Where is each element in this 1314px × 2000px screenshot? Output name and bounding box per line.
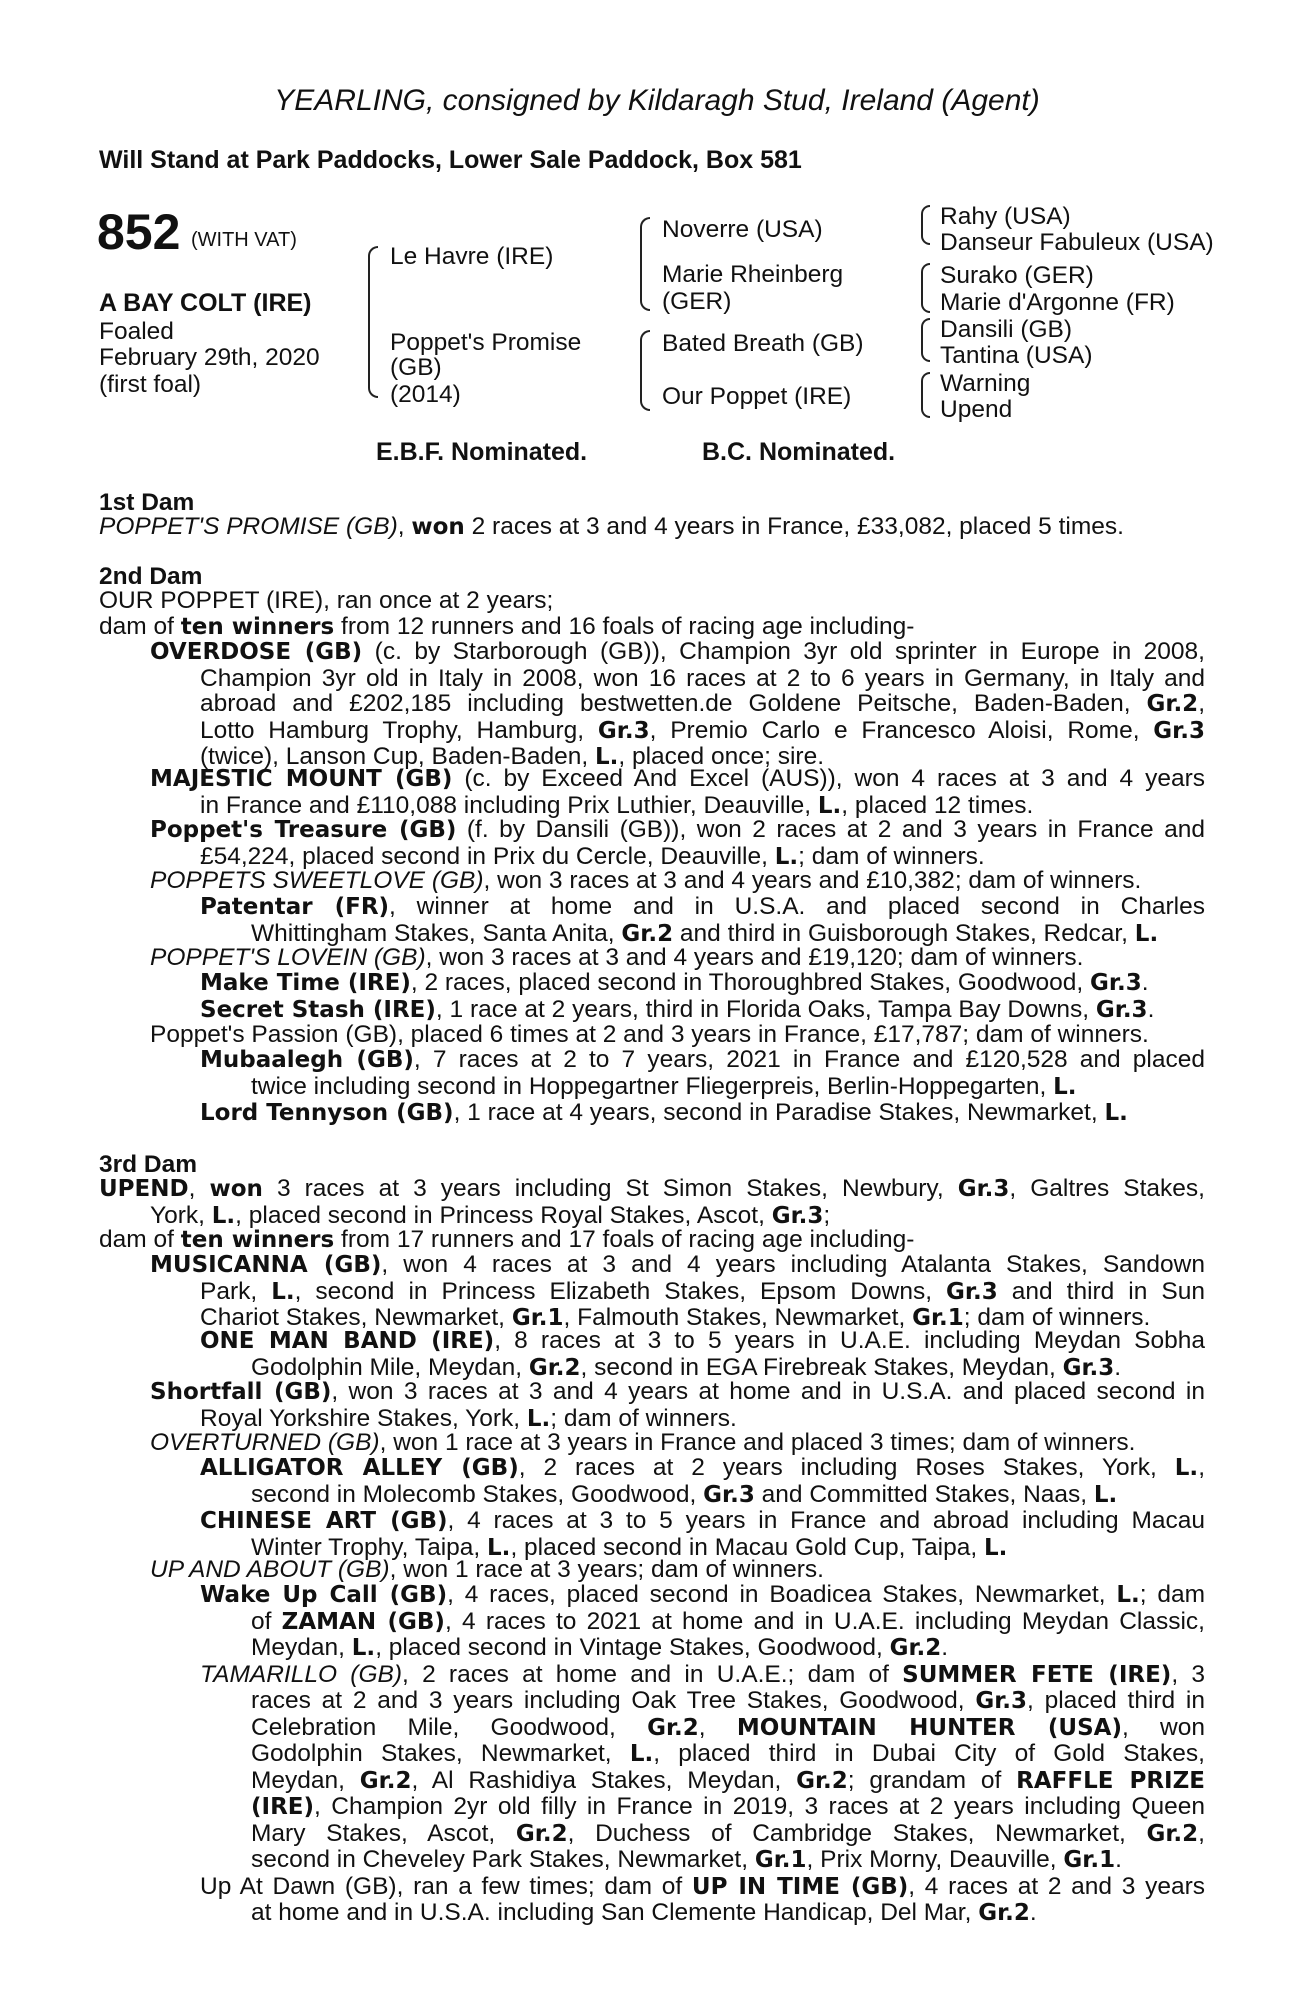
second-dam-heading: 2nd Dam (99, 563, 203, 590)
upend-entry: UPEND, won 3 races at 3 years including St Simon Stakes, Newbury, Gr.3, Galtres Stakes, York, L., placed second in Princess Royal Stakes, Ascot, Gr.3; (99, 1175, 1205, 1229)
ped-ddd: Upend (940, 396, 1013, 423)
alligator-alley-entry: ALLIGATOR ALLEY (GB), 2 races at 2 years including Roses Stakes, York, L., second in Molecomb Stakes, Goodwood, Gr.3 and Committed Stakes, Naas, L. CHINESE ART (GB), 4 races at 3 to 5 years in France and abroad including Macau Winter Trophy, Taipa, L., placed second in Macau Gold Cup, Taipa, L. (200, 1454, 1205, 1561)
ebf-nomination: E.B.F. Nominated. (376, 438, 588, 466)
one-man-band-entry: ONE MAN BAND (IRE), 8 races at 3 to 5 years in U.A.E. including Meydan Sobha Godolphin Mile, Meydan, Gr.2, second in EGA Firebreak Stakes, Meydan, Gr.3. (200, 1327, 1205, 1381)
ped-dss: Dansili (GB) (940, 316, 1073, 343)
poppets-lovein-entry: POPPET'S LOVEIN (GB), won 3 races at 3 and 4 years and £19,120; dam of winners. (150, 944, 1084, 971)
lot-number: 852 (97, 204, 181, 260)
first-dam-text: POPPET'S PROMISE (GB), won 2 races at 3 and 4 years in France, £33,082, placed 5 times. (99, 513, 1124, 540)
majestic-mount-entry: MAJESTIC MOUNT (GB) (c. by Exceed And Excel (AUS)), won 4 races at 3 and 4 years in France and £110,088 including Prix Luthier, Deauville, L., placed 12 times. (150, 765, 1205, 819)
vat-note: (WITH VAT) (191, 229, 297, 251)
sire-sire: Noverre (USA) (662, 216, 823, 243)
poppets-treasure-entry: Poppet's Treasure (GB) (f. by Dansili (GB)), won 2 races at 2 and 3 years in France and £54,224, placed second in Prix du Cercle, Deauville, L.; dam of winners. (150, 816, 1205, 870)
brace-dd (921, 372, 930, 418)
up-and-about-entry: UP AND ABOUT (GB), won 1 race at 3 years; dam of winners. (150, 1556, 824, 1583)
pedigree-brace-sire (640, 217, 650, 311)
pedigree-brace-dam (640, 330, 650, 411)
overdose-entry: OVERDOSE (GB) (c. by Starborough (GB)), Champion 3yr old sprinter in Europe in 2008, Champion 3yr old in Italy in 2008, won 16 races at 2 to 6 years in Germany, in Italy and abroad and £202,185 including bestwetten.de Goldene Peitsche, Baden-Baden, Gr.2, Lotto Hamburg Trophy, Hamburg, Gr.3, Premio Carlo e Francesco Aloisi, Rome, Gr.3 (twice), Lanson Cup, Baden-Baden, L., placed once; sire. (150, 638, 1205, 770)
second-dam-record: dam of ten winners from 12 runners and 16 foals of racing age including- (99, 613, 915, 640)
patentar-entry: Patentar (FR), winner at home and in U.S.A. and placed second in Charles Whittingham Stakes, Santa Anita, Gr.2 and third in Guisborough Stakes, Redcar, L. (200, 893, 1205, 947)
page-title: YEARLING, consigned by Kildaragh Stud, Ireland (Agent) (274, 84, 1040, 117)
sire-name: Le Havre (IRE) (390, 243, 554, 270)
stand-location: Will Stand at Park Paddocks, Lower Sale Paddock, Box 581 (99, 146, 802, 174)
poppets-passion-entry: Poppet's Passion (GB), placed 6 times at 2 and 3 years in France, £17,787; dam of winners. (150, 1021, 1149, 1048)
overturned-entry: OVERTURNED (GB), won 1 race at 3 years in France and placed 3 times; dam of winners. (150, 1429, 1136, 1456)
third-dam-heading: 3rd Dam (99, 1151, 198, 1178)
mubaalegh-entry: Mubaalegh (GB), 7 races at 2 to 7 years, 2021 in France and £120,528 and placed twice including second in Hoppegartner Fliegerpreis, Berlin-Hoppegarten, L. Lord Tennyson (GB), 1 race at 4 years, second in Paradise Stakes, Newmarket, L. (200, 1046, 1206, 1126)
pedigree-brace-main (368, 246, 378, 398)
ped-sdd: Marie d'Argonne (FR) (940, 289, 1175, 316)
foaled-note: (first foal) (99, 371, 202, 398)
sire-dam-line2: (GER) (662, 288, 732, 315)
bc-nomination: B.C. Nominated. (702, 438, 896, 466)
ped-sds: Surako (GER) (940, 262, 1094, 289)
ped-ssd: Danseur Fabuleux (USA) (940, 229, 1214, 256)
sire-dam-line1: Marie Rheinberg (662, 261, 844, 288)
wake-up-call-entry: Wake Up Call (GB), 4 races, placed second in Boadicea Stakes, Newmarket, L.; dam of ZAMAN (GB), 4 races to 2021 at home and in U.A.E. including Meydan Classic, Meydan, L., placed second in Vintage Stakes, Goodwood, Gr.2. TAMARILLO (GB), 2 races at home and in U.A.E.; dam of SUMMER FETE (IRE), 3 races at 2 and 3 years including Oak Tree Stakes, Goodwood, Gr.3, placed third in Celebration Mile, Goodwood, Gr.2, MOUNTAIN HUNTER (USA), won Godolphin Stakes, Newmarket, L., placed third in Dubai City of Gold Stakes, Meydan, Gr.2, Al Rashidiya Stakes, Meydan, Gr.2; grandam of RAFFLE PRIZE (IRE), Champion 2yr old filly in France in 2019, 3 races at 2 years including Queen Mary Stakes, Ascot, Gr.2, Duchess of Cambridge Stakes, Newmarket, Gr.2, second in Cheveley Park Stakes, Newmarket, Gr.1, Prix Morny, Deauville, Gr.1. Up At Dawn (GB), ran a few times; dam of UP IN TIME (GB), 4 races at 2 and 3 years at home and in U.S.A. including San Clemente Handicap, Del Mar, Gr.2. (200, 1581, 1206, 1926)
second-dam-line1: OUR POPPET (IRE), ran once at 2 years; (99, 587, 554, 614)
ped-dds: Warning (940, 370, 1031, 397)
foaled-date: February 29th, 2020 (99, 344, 320, 371)
foaled-label: Foaled (99, 318, 174, 345)
third-dam-record: dam of ten winners from 17 runners and 17 foals of racing age including- (99, 1226, 915, 1253)
shortfall-entry: Shortfall (GB), won 3 races at 3 and 4 years at home and in U.S.A. and placed second in Royal Yorkshire Stakes, York, L.; dam of winners. (150, 1378, 1205, 1432)
first-dam-heading: 1st Dam (99, 489, 195, 516)
ped-sss: Rahy (USA) (940, 203, 1071, 230)
lot-name: A BAY COLT (IRE) (99, 289, 312, 317)
make-time-entry: Make Time (IRE), 2 races, placed second in Thoroughbred Stakes, Goodwood, Gr.3. Secret Stash (IRE), 1 race at 2 years, third in Florida Oaks, Tampa Bay Downs, Gr.3. (200, 969, 1155, 1023)
poppets-sweetlove-entry: POPPETS SWEETLOVE (GB), won 3 races at 3 and 4 years and £10,382; dam of winners. (150, 867, 1142, 894)
dam-sire: Bated Breath (GB) (662, 330, 864, 357)
brace-ds (921, 318, 930, 362)
brace-sd (921, 263, 930, 313)
dam-dam: Our Poppet (IRE) (662, 383, 852, 410)
ped-dsd: Tantina (USA) (940, 342, 1093, 369)
brace-ss (921, 205, 930, 245)
dam-name-line2: (GB) (390, 354, 442, 381)
dam-name-line1: Poppet's Promise (390, 329, 582, 356)
dam-name-line3: (2014) (390, 381, 461, 408)
musicanna-entry: MUSICANNA (GB), won 4 races at 3 and 4 years including Atalanta Stakes, Sandown Park, L., second in Princess Elizabeth Stakes, Epsom Downs, Gr.3 and third in Sun Chariot Stakes, Newmarket, Gr.1, Falmouth Stakes, Newmarket, Gr.1; dam of winners. (150, 1251, 1205, 1331)
